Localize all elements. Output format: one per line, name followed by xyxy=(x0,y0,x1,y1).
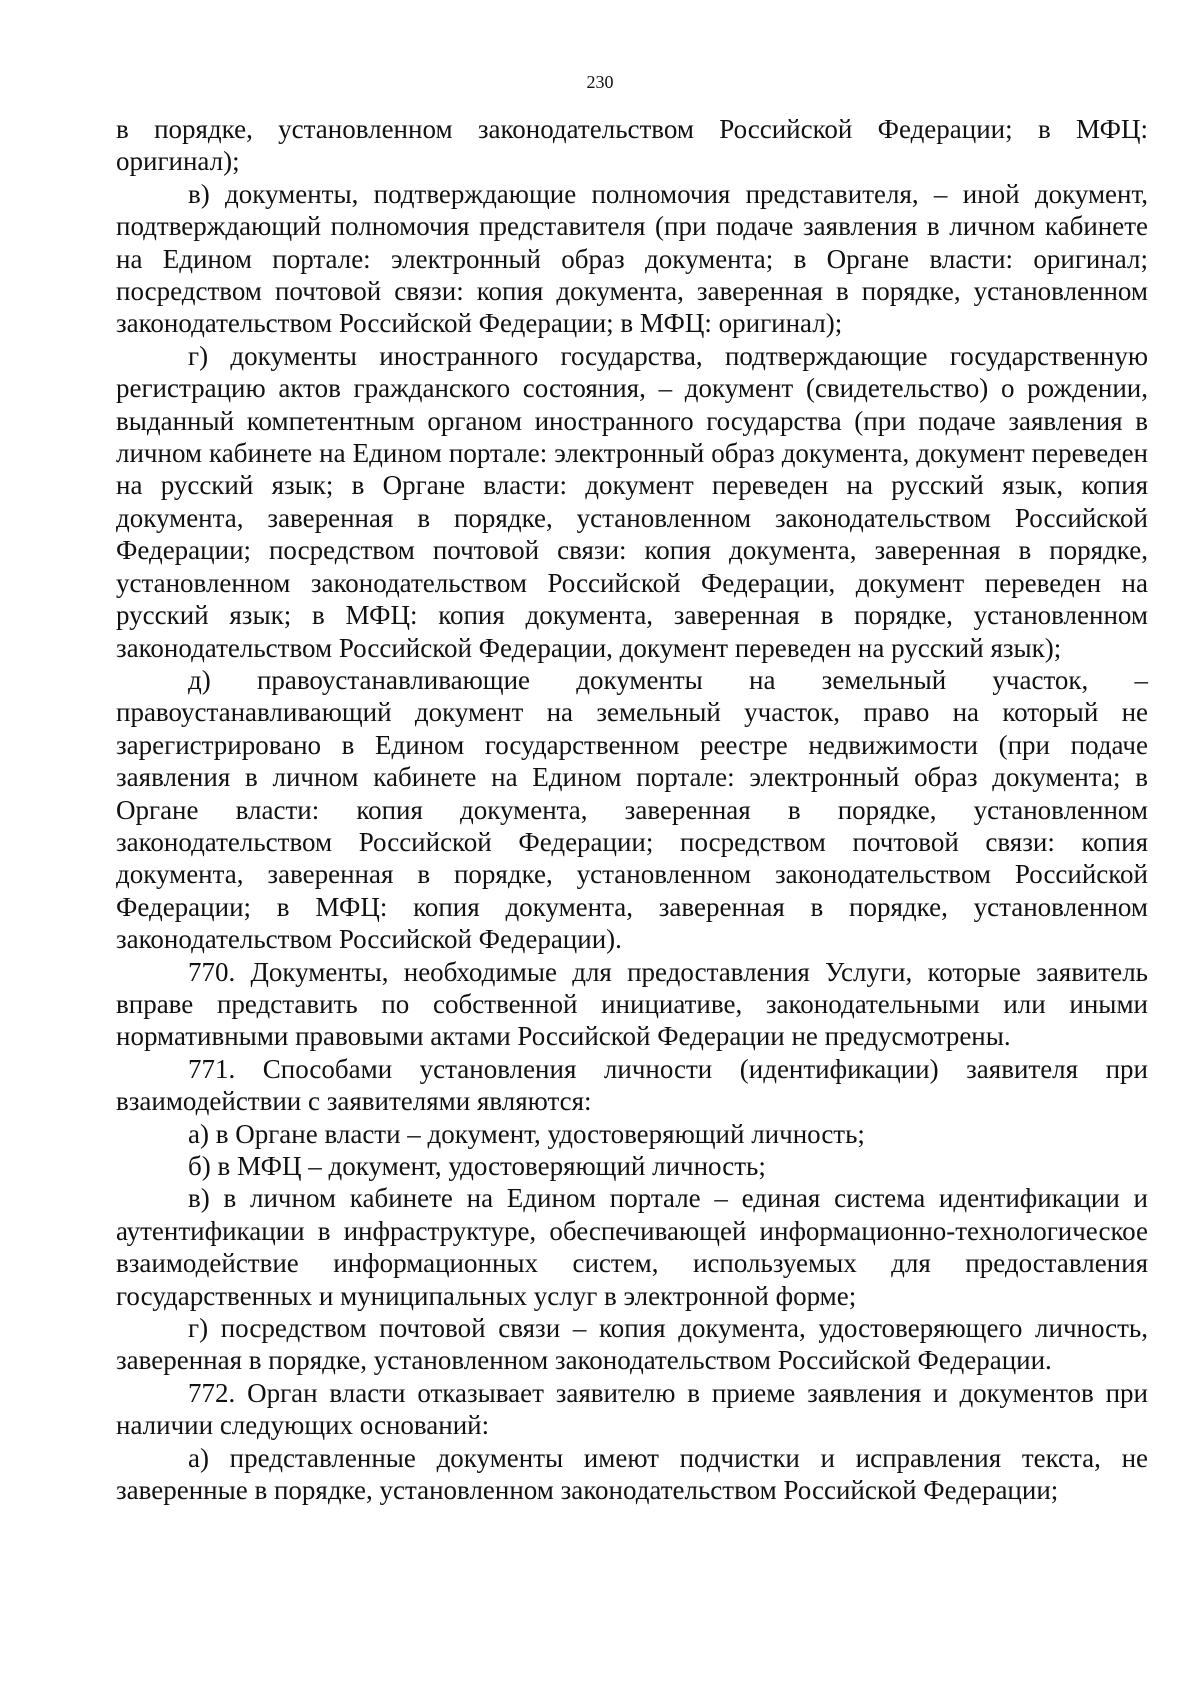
paragraph-772: 772. Орган власти отказывает заявителю в приеме заявления и документов при наличии следующих оснований: xyxy=(116,1377,1148,1441)
paragraph-continuation: в порядке, установленном законодательством Российской Федерации; в МФЦ: оригинал); xyxy=(116,114,1148,177)
paragraph-771: 771. Способами установления личности (идентификации) заявителя при взаимодействии с заявителями являются: xyxy=(116,1053,1148,1117)
paragraph-item-g-foreign-documents: г) документы иностранного государства, подтверждающие государственную регистрацию актов гражданского состояния, – документ (свидетельство) о рождении, выданный компетентным органом иностранного государства (при подаче заявления в личном кабинете на Едином портале: электронный образ документа, документ переведен на русский язык; в Органе власти: документ переведен на русский язык, копия документа, заверенная в порядке, установленном законодательством Российской Федерации; посредством почтовой связи: копия документа, заверенная в порядке, установленном законодательством Российской Федерации, документ переведен на русский язык; в МФЦ: копия документа, заверенная в порядке, установленном законодательством Российской Федерации, документ переведен на русский язык); xyxy=(116,340,1148,663)
document-body xyxy=(116,113,1148,1506)
paragraph-770: 770. Документы, необходимые для предоставления Услуги, которые заявитель вправе представить по собственной инициативе, законодательными или иными нормативными правовыми актами Российской Федерации не предусмотрены. xyxy=(116,956,1148,1052)
paragraph-771-item-v: в) в личном кабинете на Едином портале – единая система идентификации и аутентификации в инфраструктуре, обеспечивающей информационно-технологическое взаимодействие информационных систем, используемых для предоставления государственных и муниципальных услуг в электронной форме; xyxy=(116,1183,1148,1311)
paragraph-771-item-g: г) посредством почтовой связи – копия документа, удостоверяющего личность, заверенная в порядке, установленном законодательством Российской Федерации. xyxy=(116,1313,1148,1376)
paragraph-item-d-land-documents: д) правоустанавливающие документы на земельный участок, – правоустанавливающий документ на земельный участок, право на который не зарегистрировано в Едином государственном реестре недвижимости (при подаче заявления в личном кабинете на Едином портале: электронный образ документа; в Органе власти: копия документа, заверенная в порядке, установленном законодательством Российской Федерации; посредством почтовой связи: копия документа, заверенная в порядке, установленном законодательством Российской Федерации; в МФЦ: копия документа, заверенная в порядке, установленном законодательством Российской Федерации). xyxy=(116,664,1148,955)
paragraph-771-item-a: а) в Органе власти – документ, удостоверяющий личность; xyxy=(188,1118,865,1149)
page-number: 230 xyxy=(586,72,614,92)
paragraph-771-item-b: б) в МФЦ – документ, удостоверяющий личность; xyxy=(188,1151,766,1181)
paragraph-item-v-representative: в) документы, подтверждающие полномочия представителя, – иной документ, подтверждающий полномочия представителя (при подаче заявления в личном кабинете на Едином портале: электронный образ документа; в Органе власти: оригинал; посредством почтовой связи: копия документа, заверенная в порядке, установленном законодательством Российской Федерации; в МФЦ: оригинал); xyxy=(116,178,1148,339)
paragraph-772-item-a: а) представленные документы имеют подчистки и исправления текста, не заверенные в порядке, установленном законодательством Российской Федерации; xyxy=(116,1442,1148,1506)
